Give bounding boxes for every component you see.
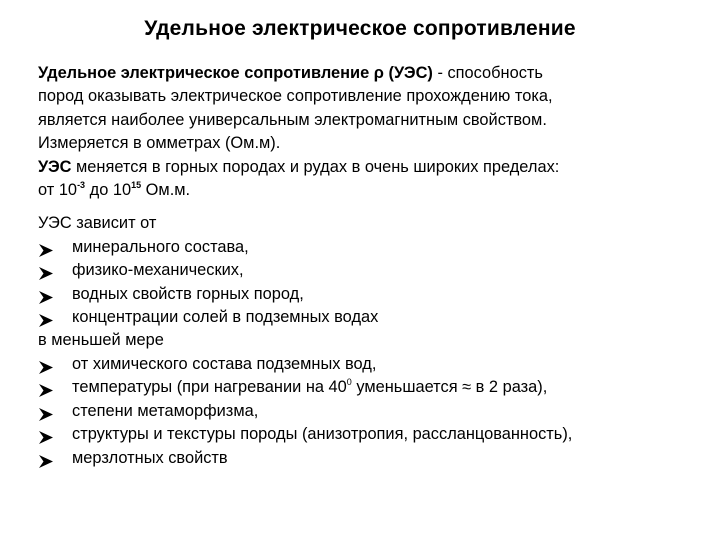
arrow-bullet-icon — [39, 405, 53, 418]
list-item-text: концентрации солей в подземных водах — [72, 308, 379, 327]
primary-factors-list — [38, 236, 698, 330]
range-unit: Ом.м. — [141, 181, 191, 200]
list-item — [38, 259, 698, 282]
range-line1-rest: меняется в горных породах и рудах в очень широких пределах: — [71, 157, 560, 176]
definition-paragraph — [38, 62, 698, 156]
page-title: Удельное электрическое сопротивление — [144, 17, 576, 40]
list-item-text: физико-механических, — [72, 261, 244, 280]
lesser-intro: в меньшей мере — [38, 331, 164, 350]
definition-line2: пород оказывать электрическое сопротивление прохождению тока, — [38, 87, 553, 106]
list-item-text: температуры (при нагревании на 40 — [72, 378, 347, 397]
list-item-superscript: 0 — [346, 377, 352, 388]
arrow-bullet-icon — [39, 428, 53, 441]
depends-intro: УЭС зависит от — [38, 214, 157, 233]
list-item-text: степени метаморфизма, — [72, 401, 259, 420]
list-item — [38, 447, 698, 470]
range-paragraph — [38, 156, 698, 203]
range-exp-min: -3 — [77, 180, 86, 191]
list-item — [38, 400, 698, 423]
list-item-text: минерального состава, — [72, 237, 249, 256]
definition-line4: Измеряется в омметрах (Ом.м). — [38, 134, 281, 153]
definition-line1-rest: - способность — [432, 64, 543, 82]
arrow-bullet-icon — [39, 381, 53, 394]
list-item-text: водных свойств горных пород, — [72, 284, 304, 303]
arrow-bullet-icon — [39, 288, 53, 301]
list-item — [38, 353, 698, 376]
list-item-text-after: уменьшается ≈ в 2 раза), — [351, 378, 548, 397]
list-item-text: мерзлотных свойств — [72, 448, 228, 467]
list-item — [38, 283, 698, 306]
definition-term: Удельное электрическое сопротивление ρ (УЭС) — [38, 64, 433, 82]
list-item — [38, 376, 698, 399]
list-item — [38, 306, 698, 329]
list-item-text: от химического состава подземных вод, — [72, 354, 377, 373]
list-item-text: структуры и текстуры породы (анизотропия, рассланцованность), — [72, 425, 573, 444]
range-mid: до 10 — [85, 181, 132, 200]
range-exp-max: 15 — [131, 180, 142, 191]
arrow-bullet-icon — [39, 452, 53, 465]
list-item — [38, 423, 698, 446]
range-prefix: от 10 — [38, 181, 78, 200]
range-abbr: УЭС — [38, 157, 72, 176]
secondary-factors-list — [38, 353, 698, 470]
definition-line3: является наиболее универсальным электромагнитным свойством. — [38, 110, 547, 129]
arrow-bullet-icon — [39, 311, 53, 324]
arrow-bullet-icon — [39, 264, 53, 277]
arrow-bullet-icon — [39, 358, 53, 371]
content — [38, 62, 698, 470]
arrow-bullet-icon — [39, 241, 53, 254]
list-item — [38, 236, 698, 259]
